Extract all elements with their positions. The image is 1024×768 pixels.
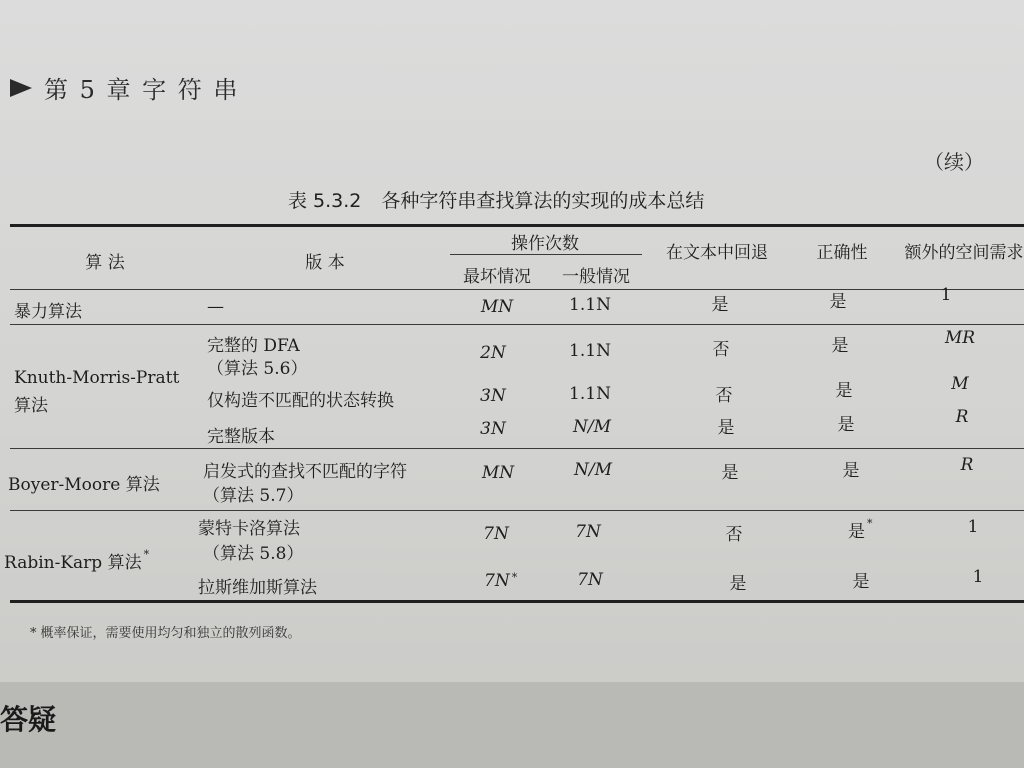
- correct-value: 是 *: [848, 517, 873, 542]
- row-rule-1: [10, 324, 1024, 325]
- typical-case-value: 1.1N: [569, 384, 611, 404]
- footnote-mark: *: [143, 548, 150, 561]
- typical-case-value: 1.1N: [569, 341, 611, 361]
- chapter-header: [10, 70, 239, 105]
- backup-value: 否: [715, 386, 733, 406]
- table-top-rule: [10, 224, 1024, 227]
- ops-header-rule: [450, 254, 642, 255]
- version-name: 仅构造不匹配的状态转换: [207, 391, 394, 411]
- algorithm-name: Knuth-Morris-Pratt: [14, 368, 180, 388]
- typical-case-value: 7N: [575, 522, 601, 542]
- version-name: 完整版本: [207, 427, 275, 447]
- space-value: M: [951, 374, 969, 394]
- footnote-star: *: [30, 626, 37, 641]
- correct-value: 是: [837, 415, 855, 435]
- version-name: 蒙特卡洛算法: [198, 519, 300, 539]
- worst-case-value: 3N: [480, 386, 506, 406]
- version-name: 完整的 DFA: [207, 336, 300, 356]
- header-backup: 在文本中回退: [666, 243, 768, 263]
- table-caption: [288, 186, 704, 213]
- version-algorithm-ref: （算法 5.6）: [207, 359, 308, 379]
- footnote-mark: *: [867, 517, 873, 530]
- backup-value: 是: [717, 418, 735, 438]
- section-title: 答疑: [0, 703, 57, 736]
- algorithm-name-suffix: 算法: [14, 396, 48, 416]
- space-value: 1: [972, 567, 984, 587]
- header-bottom-rule: [10, 289, 1024, 290]
- version-name: —: [207, 297, 224, 317]
- typical-case-value: 7N: [577, 570, 603, 590]
- backup-value: 否: [712, 340, 730, 360]
- worst-case-value: 2N: [480, 343, 506, 363]
- header-typical: 一般情况: [562, 267, 630, 287]
- version-name: 拉斯维加斯算法: [198, 578, 317, 598]
- chapter-triangle-icon: [10, 79, 32, 97]
- header-correct: 正确性: [816, 243, 868, 263]
- algorithm-name: Rabin-Karp 算法 *: [4, 548, 150, 573]
- footnote-mark: *: [511, 571, 518, 584]
- algorithm-name: Boyer-Moore 算法: [8, 475, 160, 495]
- correct-value: 是: [852, 572, 870, 592]
- version-algorithm-ref: （算法 5.8）: [203, 544, 304, 564]
- footnote-text: 概率保证，需要使用均匀和独立的散列函数。: [40, 626, 301, 641]
- backup-value: 是: [711, 295, 729, 315]
- header-version: 版 本: [305, 253, 345, 273]
- correct-value: 是: [831, 336, 849, 356]
- algorithm-name: 暴力算法: [14, 302, 82, 322]
- correct-value: 是: [829, 292, 847, 312]
- table-footnote: [30, 622, 301, 641]
- chapter-label: 第 5 章 字 符 串: [44, 76, 240, 104]
- row-rule-3: [10, 510, 1024, 511]
- version-name: 启发式的查找不匹配的字符: [203, 462, 407, 482]
- backup-value: 是: [729, 574, 747, 594]
- table-bottom-rule: [10, 600, 1024, 603]
- correct-value: 是: [842, 461, 860, 481]
- worst-case-value: 3N: [480, 419, 506, 439]
- version-algorithm-ref: （算法 5.7）: [203, 486, 304, 506]
- space-value: MR: [944, 328, 976, 348]
- typical-case-value: N/M: [572, 417, 612, 437]
- space-value: R: [960, 455, 974, 475]
- header-space: 额外的空间需求: [904, 243, 1024, 263]
- space-value: 1: [967, 517, 979, 537]
- space-value: 1: [940, 285, 952, 305]
- header-ops: 操作次数: [511, 234, 579, 254]
- correct-value: 是: [835, 381, 853, 401]
- worst-case-value: MN: [481, 463, 515, 483]
- backup-value: 否: [725, 525, 743, 545]
- worst-case-value: 7N *: [484, 571, 518, 591]
- worst-case-value: 7N: [483, 524, 509, 544]
- continued-label: （续）: [924, 150, 984, 174]
- row-rule-2: [10, 448, 1024, 449]
- space-value: R: [955, 407, 969, 427]
- table-number: 表 5.3.2: [288, 190, 362, 212]
- worst-case-value: MN: [480, 297, 514, 317]
- header-worst: 最坏情况: [463, 267, 531, 287]
- backup-value: 是: [721, 463, 739, 483]
- typical-case-value: 1.1N: [569, 295, 611, 315]
- typical-case-value: N/M: [573, 460, 613, 480]
- section-band: [0, 682, 1024, 768]
- header-algorithm: 算 法: [85, 253, 125, 273]
- table-title: 各种字符串查找算法的实现的成本总结: [381, 190, 705, 212]
